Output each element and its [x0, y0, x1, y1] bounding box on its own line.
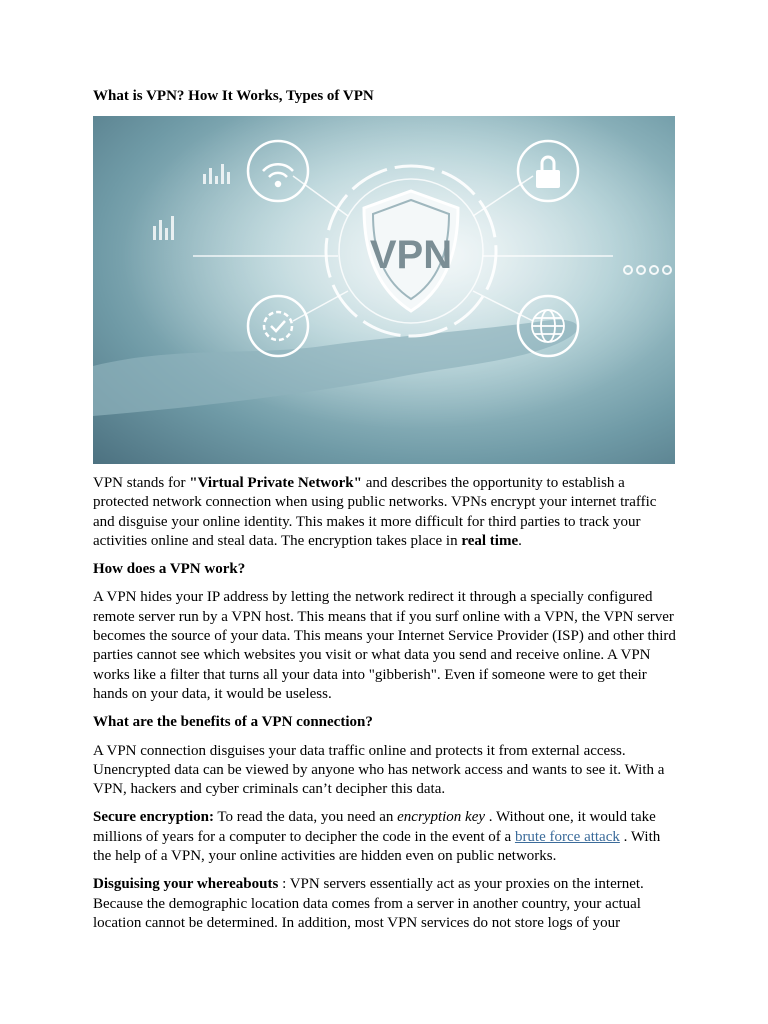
section-body-how: A VPN hides your IP address by letting the network redirect it through a specially configured remote server run by a VPN host. This means that if you surf online with a VPN, the VPN server becomes the source of your data. This means your Internet Service Provider (ISP) and other third parties cannot see which websites you visit or what data you send and receive online. A VPN works like a filter that turns all your data into "gibberish". Even if someone were to get their hands on your data, it would be useless.	[93, 589, 676, 702]
section-body-benefits: A VPN connection disguises your data traffic online and protects it from external access. Unencrypted data can be viewed by anyone who has network access and wants to see it. With a VPN, hackers and cyber criminals can’t decipher this data.	[93, 742, 665, 798]
article-title: What is VPN? How It Works, Types of VPN	[93, 88, 374, 104]
secure-text-2: . Without one, it would take millions of years for a computer to decipher the code in the event of a	[93, 809, 656, 845]
article	[93, 86, 677, 933]
encryption-key-term: encryption key	[397, 809, 486, 826]
section-heading-benefits: What are the benefits of a VPN connection?	[93, 714, 373, 731]
brute-force-attack-link[interactable]: brute force attack	[514, 828, 620, 845]
secure-encryption-paragraph	[93, 808, 677, 866]
whereabouts-label: Disguising your whereabouts	[93, 876, 279, 893]
vpn-badge-text: VPN	[369, 233, 453, 277]
intro-text-2: and describes the opportunity to establish a protected network connection when using public networks. VPNs encrypt your internet traffic and disguise your online identity. This makes it more difficult for third parties to track your activities online and steal data. The encryption takes place in	[93, 475, 657, 549]
whereabouts-text: : VPN servers essentially act as your proxies on the internet. Because the demographic location data comes from a server in another country, your actual location cannot be determined. In addition, most VPN services do not store logs of your	[93, 876, 644, 931]
intro-paragraph	[93, 474, 677, 551]
section-heading-how: How does a VPN work?	[93, 561, 246, 578]
secure-encryption-label: Secure encryption:	[93, 809, 214, 826]
vpn-hero-image	[93, 116, 675, 464]
intro-bold-2: real time	[461, 532, 519, 549]
intro-text-3: .	[518, 532, 522, 549]
intro-bold-1: "Virtual Private Network"	[189, 475, 362, 491]
secure-text-1: To read the data, you need an	[213, 809, 398, 826]
vpn-shield-illustration-icon	[93, 116, 675, 464]
whereabouts-paragraph	[93, 875, 677, 933]
intro-text-1: VPN stands for	[93, 475, 190, 491]
secure-text-3: . With the help of a VPN, your online activities are hidden even on public networks.	[93, 828, 661, 865]
